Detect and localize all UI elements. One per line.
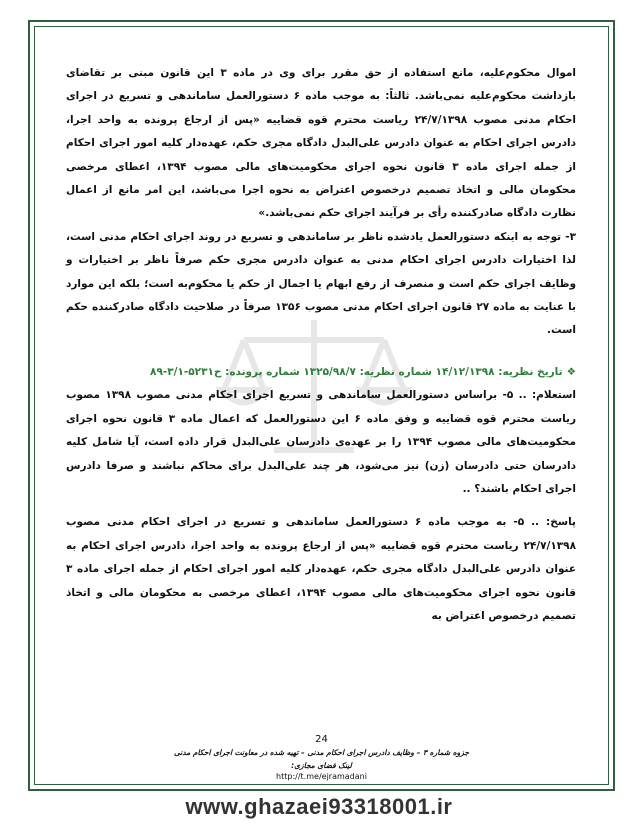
page-number: 24: [315, 734, 328, 745]
answer-paragraph: [66, 511, 576, 628]
opinion-heading-text: تاریخ نظریه: ۱۴/۱۲/۱۳۹۸ شماره نظریه: ۱۳۲۵/۹۸/۷ شماره پرونده: ح۵۲۳۱-۳/۱-۸۹: [150, 365, 563, 378]
diamond-bullet-icon: ❖: [566, 365, 576, 378]
footer-url-link[interactable]: http://t.me/ejramadani: [276, 772, 367, 781]
paragraph-1: اموال محکوم‌علیه، مانع استفاده از حق مقرر برای وی در ماده ۳ این قانون مبنی بر تقاضای بازداشت محکوم‌علیه نمی‌باشد. ثالثاً: به موجب ماده ۶ دستورالعمل ساماندهی و تسریع در اجرای احکام مدنی مصوب ۲۴/۷/۱۳۹۸ ریاست محترم قوه قضاییه «پس از ارجاع پرونده به واحد اجرا، دادرس اجرای احکام به عنوان دادرس علی‌البدل دادگاه مجری حکم، عهده‌دار کلیه امور اجرای احکام از جمله اجرای ماده ۳ قانون نحوه اجرای محکومیت‌های مالی مصوب ۱۳۹۴، اعطای مرخصی محکومان مالی و اتخاذ تصمیم درخصوص اعتراض به نحوه اجرا می‌باشد، این امر مانع از اعمال نظارت دادگاه صادرکننده رأی بر فرآیند اجرای حکم نمی‌باشد.»: [66, 67, 576, 220]
document-body: [66, 62, 576, 628]
inquiry-label: استعلام:: [531, 389, 576, 402]
inquiry-paragraph: [66, 384, 576, 501]
inquiry-text: .. ۵- براساس دستورالعمل ساماندهی و تسریع اجرای احکام مدنی مصوب ۱۳۹۸ مصوب ریاست محترم قوه قضاییه و وفق ماده ۶ این دستورالعمل که اعمال ماده ۳ قانون نحوه اجرای محکومیت‌های مالی مصوب ۱۳۹۴ را بر عهده‌ی دادرسان علی‌البدل قرار داده است، آیا شامل کلیه دادرسان حتی دادرسان (زن) نیز می‌شود، هر چند علی‌البدل برای محاکم نباشند و صرفا دادرس اجرای احکام باشند؟ ..: [66, 389, 576, 495]
footer-booklet-title: جزوه شماره ۳ – وظایف دادرس اجرای احکام مدنی – تهیه شده در معاونت اجرای احکام مدنی: [173, 748, 470, 757]
footer-link-label: لینک فضای مجازی:: [291, 761, 352, 770]
answer-label: پاسخ:: [546, 516, 576, 529]
website-banner: www.ghazaei93318001.ir: [185, 794, 453, 819]
opinion-heading: [66, 361, 576, 384]
answer-text: .. ۵- به موجب ماده ۶ دستورالعمل ساماندهی و تسریع در اجرای احکام مدنی مصوب ۲۴/۷/۱۳۹۸ ریاست محترم قوه قضاییه «پس از ارجاع پرونده به واحد اجرا، دادرس اجرای احکام به عنوان دادرس علی‌البدل دادگاه مجری حکم، عهده‌دار کلیه امور اجرای احکام از جمله اجرای ماده ۳ قانون نحوه اجرای محکومیت‌های مالی مصوب ۱۳۹۴، اعطای مرخصی به محکومان مالی و اتخاذ تصمیم درخصوص اعتراض به: [66, 516, 576, 622]
paragraph-2: ۳- توجه به اینکه دستورالعمل یادشده ناظر بر ساماندهی و تسریع در روند اجرای احکام مدنی است، لذا اختیارات دادرس اجرای احکام مدنی به عنوان دادرس مجری حکم صرفاً ناظر بر اختیارات و وظایف اجرای حکم است و منصرف از رفع ابهام یا اجمال از حکم یا محکوم‌به است؛ بلکه این موارد با عنایت به ماده ۲۷ قانون اجرای احکام مدنی مصوب ۱۳۵۶ صرفاً در صلاحیت دادگاه صادرکننده حکم است.: [66, 230, 576, 337]
